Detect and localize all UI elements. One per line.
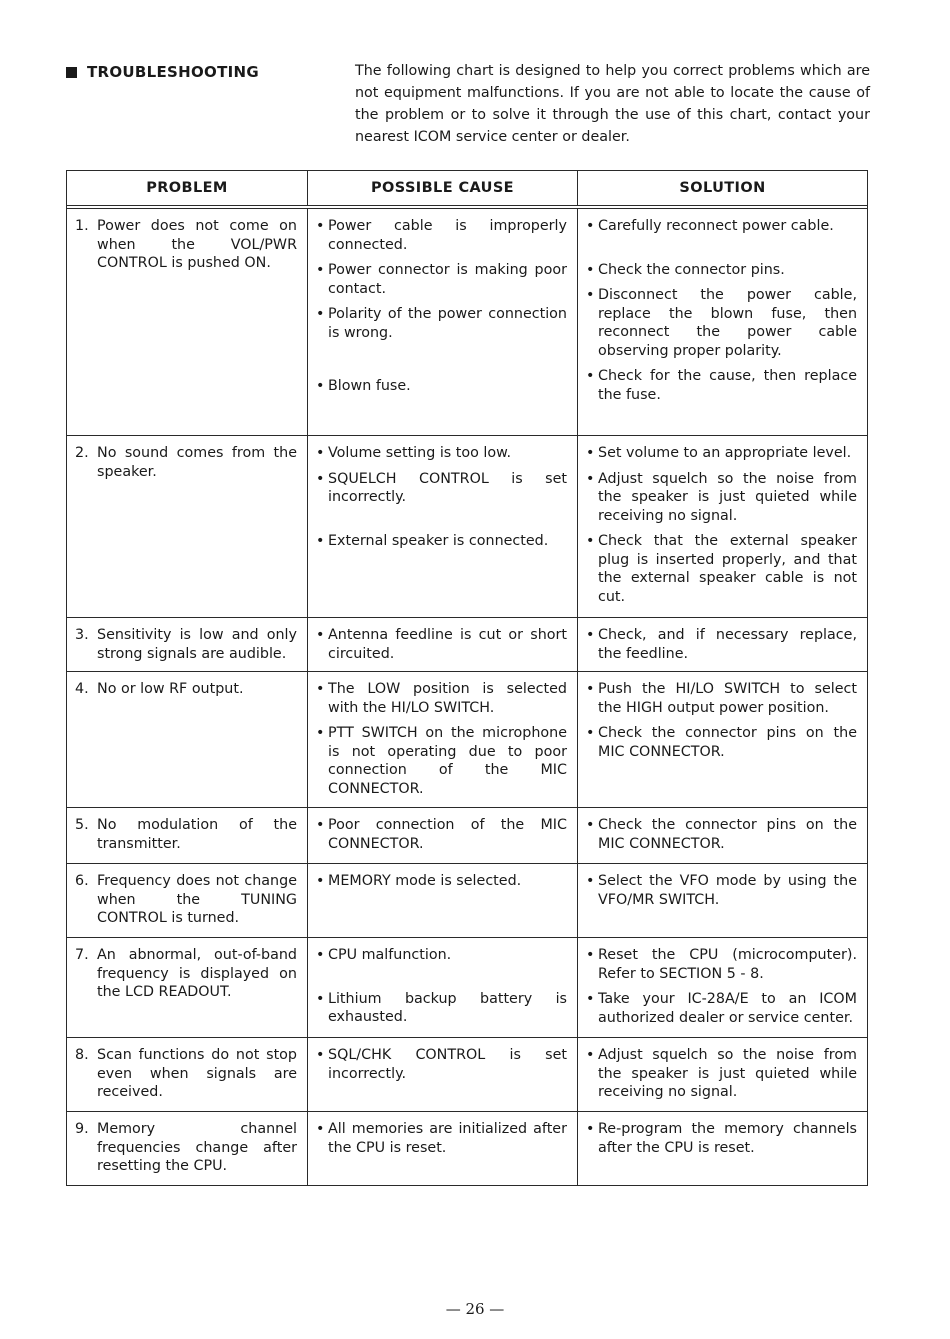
solution-item [586,444,857,463]
problem-cell [67,808,308,863]
cause-item [316,470,567,507]
solution-text: Check the connector pins. [598,261,785,278]
cause-text: CPU malfunction. [328,947,452,963]
bullet-icon: • [586,873,595,889]
solution-text: Re-program the memory channels after the CPU is reset. [598,1121,857,1156]
cause-text: Antenna feedline is cut or short circuited. [328,627,567,662]
cause-cell [308,1112,578,1185]
solution-item [586,990,857,1027]
cause-item [316,816,567,853]
cause-text: SQL/CHK CONTROL is set incorrectly. [328,1047,567,1082]
cause-text: SQUELCH CONTROL is set incorrectly. [328,470,567,505]
bullet-icon: • [316,817,325,833]
problem-number: 1. [75,218,89,234]
solution-column-header: SOLUTION [679,180,766,196]
bullet-icon: • [586,1121,595,1137]
bullet-icon: • [316,990,325,1007]
table-row [67,435,867,617]
solution-item [586,946,857,983]
solution-cell [578,209,867,435]
solution-text: Check, and if necessary replace, the feedline. [598,627,857,662]
table-row [67,807,867,863]
cause-text: The LOW position is selected with the HI/LO SWITCH. [328,681,567,716]
solution-text: Adjust squelch so the noise from the speaker is just quieted while receiving no signal. [598,1047,857,1100]
bullet-icon: • [316,378,325,394]
solution-item [586,816,857,853]
cause-item [316,532,567,551]
problem-number: 3. [75,627,89,643]
problem-text: Frequency does not change when the TUNING CONTROL is turned. [97,873,297,926]
bullet-icon: • [586,627,595,643]
problem-text: Scan functions do not stop even when signals are received. [97,1047,297,1100]
cause-item [316,946,567,965]
table-body [67,209,867,1185]
solution-cell [578,436,867,617]
cause-cell [308,808,578,863]
bullet-icon: • [586,817,595,833]
problem-text: No or low RF output. [97,681,244,697]
bullet-icon: • [586,287,595,303]
solution-text: Disconnect the power cable, replace the blown fuse, then reconnect the power cable observing proper polarity. [598,287,857,359]
bullet-icon: • [316,873,325,889]
bullet-icon: • [586,445,595,461]
solution-item [586,1046,857,1102]
solution-item [586,872,857,909]
cause-text: Power cable is improperly connected. [328,218,567,253]
square-bullet-icon [66,67,77,78]
bullet-icon: • [586,470,595,487]
cause-item [316,261,567,298]
cause-cell [308,436,578,617]
bullet-icon: • [316,681,325,697]
bullet-icon: • [316,218,325,234]
cause-text: Poor connection of the MIC CONNECTOR. [328,817,567,852]
cause-text: External speaker is connected. [328,532,549,549]
bullet-icon: • [586,261,595,278]
solution-text: Check for the cause, then replace the fuse. [598,368,857,403]
cause-text: Polarity of the power connection is wrong. [328,306,567,341]
cause-text: MEMORY mode is selected. [328,873,522,889]
table-row [67,863,867,937]
solution-text: Take your IC-28A/E to an ICOM authorized dealer or service center. [598,991,857,1026]
table-row [67,671,867,807]
bullet-icon: • [586,533,595,549]
table-row [67,1111,867,1185]
bullet-icon: • [316,627,325,643]
cause-cell [308,864,578,937]
problem-cell [67,209,308,435]
cause-column-header: POSSIBLE CAUSE [308,171,578,205]
cause-text: Volume setting is too low. [328,445,512,461]
solution-cell [578,808,867,863]
bullet-icon: • [316,532,325,549]
solution-item [586,470,857,526]
cause-cell [308,1038,578,1111]
solution-text: Select the VFO mode by using the VFO/MR SWITCH. [598,873,857,908]
problem-number: 4. [75,681,89,697]
section-heading-text: TROUBLESHOOTING [87,63,259,81]
problem-cell [67,864,308,937]
troubleshooting-table [66,170,868,1186]
bullet-icon: • [586,368,595,384]
table-header-row [67,171,867,209]
cause-item [316,217,567,254]
solution-item [586,367,857,404]
problem-cell [67,1038,308,1111]
table-row [67,617,867,671]
bullet-icon: • [316,1121,325,1137]
problem-number: 9. [75,1121,89,1137]
solution-text: Check the connector pins on the MIC CONNECTOR. [598,725,857,760]
solution-cell [578,864,867,937]
cause-item [316,444,567,463]
table-row [67,1037,867,1111]
bullet-icon: • [586,1047,595,1063]
intro-paragraph: The following chart is designed to help you correct problems which are not equipment malfunctions. If you are not able to locate the cause of the problem or to solve it through the use of this chart, contact your nearest ICOM service center or dealer. [355,63,870,145]
bullet-icon: • [316,470,325,487]
cause-text: Lithium backup battery is exhausted. [328,990,567,1025]
solution-cell [578,672,867,807]
bullet-icon: • [586,725,595,741]
bullet-icon: • [316,947,325,963]
cause-item [316,1120,567,1157]
problem-text: An abnormal, out-of-band frequency is displayed on the LCD READOUT. [97,947,297,1000]
problem-number: 8. [75,1047,89,1063]
problem-text: No modulation of the transmitter. [97,817,297,852]
cause-item [316,680,567,717]
cause-item [316,1046,567,1083]
problem-cell [67,938,308,1037]
page-number: — 26 — [445,1300,505,1318]
problem-cell [67,672,308,807]
cause-item [316,724,567,798]
problem-cell [67,436,308,617]
problem-number: 2. [75,445,89,461]
solution-text: Check that the external speaker plug is inserted properly, and that the external speaker cable is not cut. [598,533,857,605]
bullet-icon: • [586,218,595,234]
bullet-icon: • [586,947,595,963]
solution-text: Carefully reconnect power cable. [598,218,834,234]
table-row [67,209,867,435]
solution-text: Adjust squelch so the noise from the speaker is just quieted while receiving no signal. [598,470,857,524]
cause-text: Power connector is making poor contact. [328,262,567,297]
solution-item [586,680,857,717]
problem-text: Power does not come on when the VOL/PWR CONTROL is pushed ON. [97,218,297,271]
bullet-icon: • [316,1047,325,1063]
cause-item [316,305,567,342]
cause-cell [308,618,578,671]
solution-item [586,261,857,280]
cause-text: All memories are initialized after the CPU is reset. [328,1121,567,1156]
bullet-icon: • [316,445,325,461]
solution-item [586,532,857,606]
problem-number: 6. [75,873,89,889]
cause-item [316,872,567,891]
bullet-icon: • [586,991,595,1007]
cause-text: PTT SWITCH on the microphone is not operating due to poor connection of the MIC CONNECTOR. [328,725,567,797]
problem-cell [67,1112,308,1185]
solution-text: Set volume to an appropriate level. [598,445,852,461]
bullet-icon: • [586,681,595,697]
problem-text: Sensitivity is low and only strong signals are audible. [97,627,297,662]
problem-cell [67,618,308,671]
solution-item [586,217,857,236]
solution-cell [578,1038,867,1111]
cause-cell [308,938,578,1037]
cause-cell [308,672,578,807]
solution-text: Check the connector pins on the MIC CONNECTOR. [598,817,857,852]
cause-text: Blown fuse. [328,378,411,394]
bullet-icon: • [316,306,325,322]
cause-cell [308,209,578,435]
problem-text: Memory channel frequencies change after resetting the CPU. [97,1121,297,1174]
cause-item [316,626,567,663]
solution-cell [578,1112,867,1185]
solution-cell [578,938,867,1037]
problem-number: 5. [75,817,89,833]
problem-column-header: PROBLEM [67,171,308,205]
solution-item [586,1120,857,1157]
solution-text: Reset the CPU (microcomputer). Refer to SECTION 5 - 8. [598,947,857,982]
solution-cell [578,618,867,671]
solution-item [586,286,857,360]
section-heading [66,63,259,81]
solution-item [586,724,857,761]
bullet-icon: • [316,262,325,278]
solution-item [586,626,857,663]
cause-item [316,990,567,1027]
bullet-icon: • [316,725,325,741]
problem-number: 7. [75,947,89,963]
problem-text: No sound comes from the speaker. [97,445,297,480]
cause-item [316,377,567,396]
solution-text: Push the HI/LO SWITCH to select the HIGH output power position. [598,681,857,716]
table-row [67,937,867,1037]
